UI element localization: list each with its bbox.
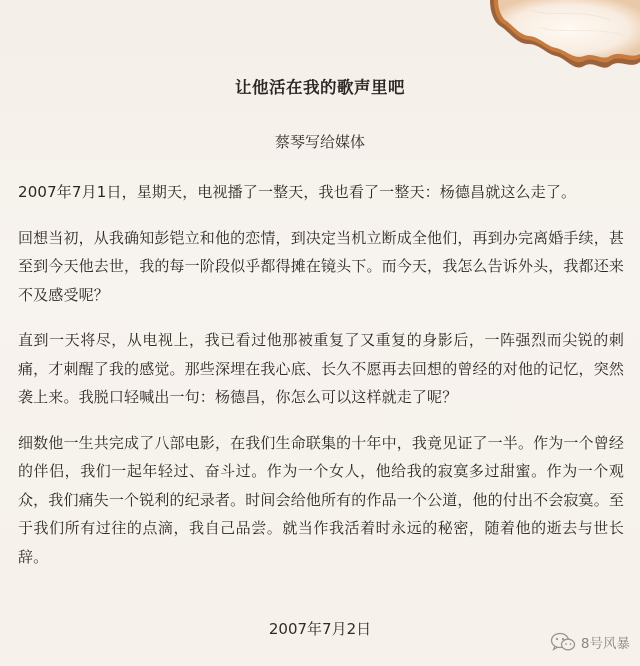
paragraph: 回想当初，从我确知彭铠立和他的恋情，到决定当机立断成全他们，再到办完离婚手续，甚至到今天他去世，我的每一阶段似乎都得摊在镜头下。而今天，我怎么告诉外头，我都还来不及感受呢？	[18, 228, 625, 304]
paragraph: 2007年7月1日，星期天，电视播了一整天，我也看了一整天：杨德昌就这么走了。	[18, 183, 577, 201]
paragraph: 直到一天将尽，从电视上，我已看过他那被重复了又重复的身影后，一阵强烈而尖锐的刺痛，才刺醒了我的感觉。那些深埋在我心底、长久不愿再去回想的曾经的对他的记忆，突然袭上来。我脱口轻喊出一句：杨德昌，你怎么可以这样就走了呢？	[18, 331, 625, 406]
page-title: 让他活在我的歌声里吧	[235, 78, 405, 97]
watermark-label: 8号风暴	[580, 636, 630, 652]
letter-body	[18, 178, 624, 588]
paragraph: 细数他一生共完成了八部电影，在我们生命联集的十年中，我竟见证了一半。作为一个曾经的伴侣，我们一起年轻过、奋斗过。作为一个女人，他给我的寂寞多过甜蜜。作为一个观众，我们痛失一个锐利的纪录者。时间会给他所有的作品一个公道，他的付出不会寂寞。至于我们所有过往的点滴，我自己品尝。就当作我活着时永远的秘密，随着他的逝去与世长辞。	[18, 433, 625, 566]
wechat-icon	[550, 632, 576, 652]
page-subtitle: 蔡琴写给媒体	[274, 133, 365, 151]
burnt-paper-corner-image	[470, 0, 640, 80]
watermark	[550, 632, 630, 652]
letter-date: 2007年7月2日	[268, 620, 372, 638]
